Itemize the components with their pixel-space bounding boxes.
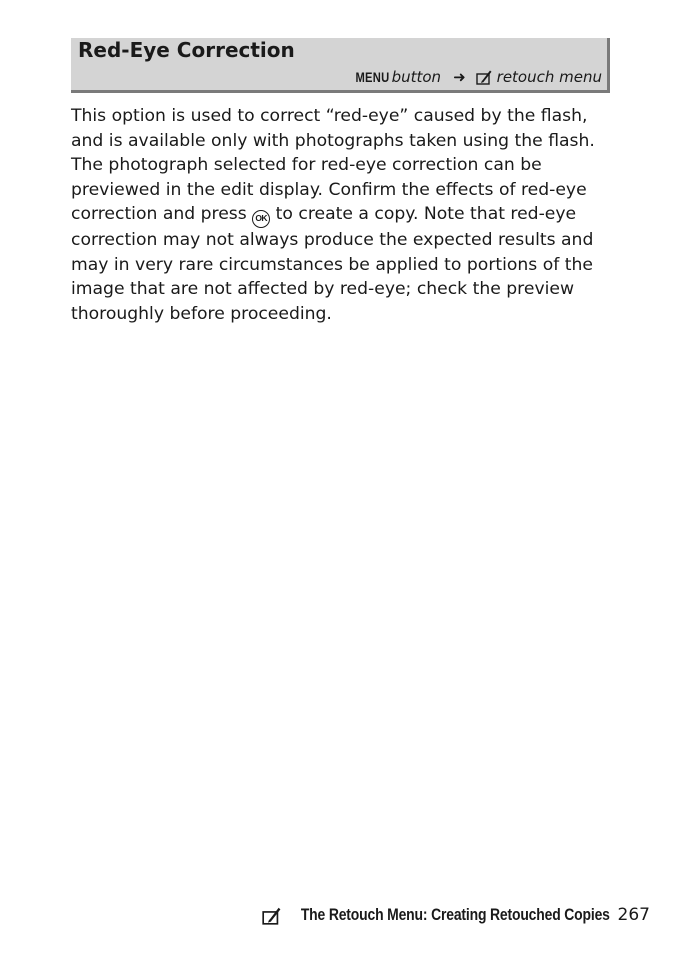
menu-path <box>347 68 602 86</box>
retouch-menu-icon <box>262 906 281 925</box>
ok-button-icon: OK <box>252 210 270 228</box>
arrow-icon: ➜ <box>453 68 466 86</box>
page-footer <box>262 905 650 925</box>
section-header <box>71 38 610 93</box>
button-label: button <box>391 68 442 86</box>
menu-key-label: MENU <box>355 69 390 85</box>
page-number: 267 <box>617 905 650 925</box>
chapter-title: The Retouch Menu: Creating Retouched Copies <box>300 905 610 924</box>
body-paragraph <box>71 104 616 326</box>
section-title: Red-Eye Correction <box>78 38 295 62</box>
retouch-menu-icon <box>476 69 492 85</box>
body-text-part-2: to create a copy. Note that red-eye correction may not always produce the expected results and may in very rare circumstances be applied to portions of the image that are not affected by red-eye; check the preview thoroughly before proceeding. <box>71 204 594 324</box>
retouch-menu-label: retouch menu <box>496 68 602 86</box>
body-text-part-1: This option is used to correct “red-eye” caused by the flash, and is available only with photographs taken using the flash. The photograph selected for red-eye correction can be previewed in the edit display. Confirm the effects of red-eye correction and press <box>71 106 595 224</box>
